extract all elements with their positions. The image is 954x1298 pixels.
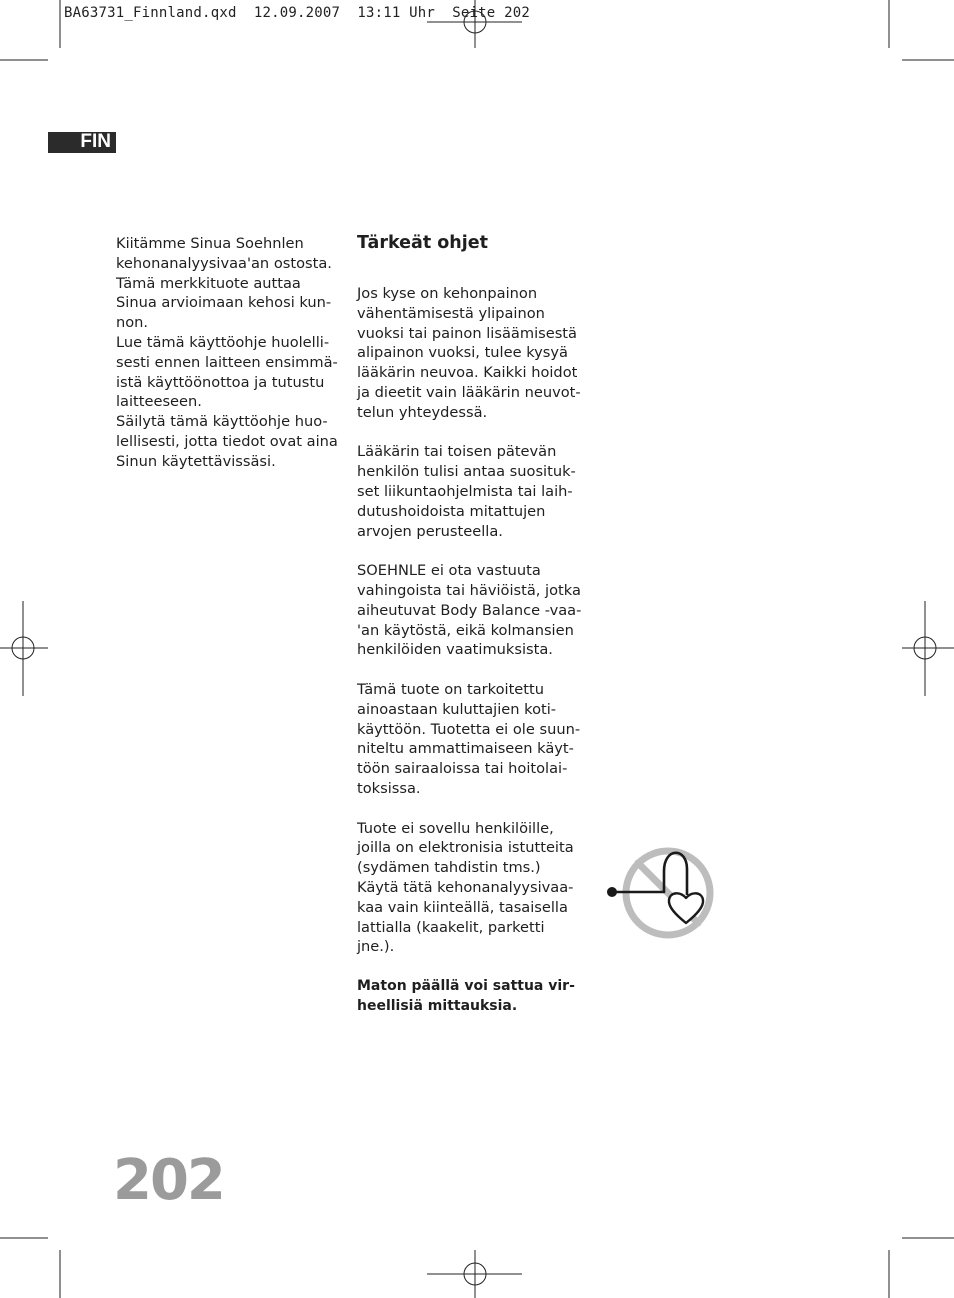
- section-heading: Tärkeät ohjet: [357, 233, 488, 253]
- language-badge: [48, 132, 116, 153]
- paragraph-line: Lääkärin tai toisen pätevän: [357, 443, 557, 461]
- paragraph-line: alipainon vuoksi, tulee kysyä: [357, 344, 568, 362]
- important-notes-column: [357, 232, 587, 1016]
- intro-line: kehonanalyysivaa'an ostosta.: [116, 254, 332, 272]
- notes-paragraph-medical: [357, 284, 587, 423]
- paragraph-line: lääkärin neuvoa. Kaikki hoidot: [357, 364, 578, 382]
- language-badge-label: FIN: [80, 131, 111, 152]
- paragraph-line: käyttöön. Tuotetta ei ole suun-: [357, 720, 581, 738]
- intro-column: [116, 234, 342, 472]
- page-number: 202: [113, 1148, 224, 1213]
- intro-line: Kiitämme Sinua Soehnlen: [116, 235, 304, 252]
- intro-line: istä käyttöönottoa ja tutustu: [116, 373, 325, 391]
- paragraph-line: vahingoista tai häviöistä, jotka: [357, 581, 581, 599]
- paragraph-line: ainoastaan kuluttajien koti-: [357, 700, 557, 718]
- paragraph-line: aiheutuvat Body Balance -vaa-: [357, 601, 582, 619]
- paragraph-line: set liikuntaohjelmista tai laih-: [357, 482, 573, 500]
- paragraph-line: (sydämen tahdistin tms.): [357, 859, 541, 877]
- intro-line: Sinua arvioimaan kehosi kun-: [116, 294, 332, 312]
- paragraph-line: arvojen perusteella.: [357, 522, 503, 540]
- paragraph-line: joilla on elektronisia istutteita: [357, 839, 574, 857]
- no-pacemaker-icon: [600, 843, 720, 943]
- paragraph-line: SOEHNLE ei ota vastuuta: [357, 562, 541, 580]
- paragraph-line: Tuote ei sovellu henkilöille,: [357, 819, 554, 837]
- intro-line: lellisesti, jotta tiedot ovat aina: [116, 432, 338, 450]
- intro-line: Säilytä tämä käyttöohje huo-: [116, 413, 328, 431]
- warning-line: heellisiä mittauksia.: [357, 997, 518, 1014]
- paragraph-line: henkilön tulisi antaa suosituk-: [357, 463, 576, 481]
- paragraph-line: vähentämisestä ylipainon: [357, 304, 545, 322]
- intro-line: Sinun käytettävissäsi.: [116, 452, 276, 470]
- notes-paragraph-liability: [357, 561, 587, 660]
- print-slug-line: BA63731_Finnland.qxd 12.09.2007 13:11 Uhr Seite 202: [64, 5, 530, 21]
- paragraph-line: toksissa.: [357, 779, 421, 797]
- paragraph-line: henkilöiden vaatimuksista.: [357, 641, 553, 659]
- paragraph-line: Jos kyse on kehonpainon: [357, 285, 538, 302]
- paragraph-line: vuoksi tai painon lisäämisestä: [357, 324, 577, 342]
- notes-paragraph-recommendations: [357, 442, 587, 541]
- paragraph-line: 'an käytöstä, eikä kolmansien: [357, 621, 574, 639]
- notes-paragraph-implants: [357, 819, 587, 958]
- paragraph-line: ja dieetit vain lääkärin neuvot-: [357, 383, 581, 401]
- paragraph-line: jne.).: [357, 938, 395, 956]
- paragraph-line: niteltu ammattimaiseen käyt-: [357, 740, 574, 758]
- paragraph-line: kaa vain kiinteällä, tasaisella: [357, 898, 568, 916]
- paragraph-line: dutushoidoista mitattujen: [357, 502, 546, 520]
- intro-line: non.: [116, 314, 149, 332]
- intro-line: Tämä merkkituote auttaa: [116, 274, 301, 292]
- paragraph-line: lattialla (kaakelit, parketti: [357, 918, 545, 936]
- intro-line: laitteeseen.: [116, 393, 202, 411]
- notes-paragraph-home-use: [357, 680, 587, 799]
- intro-line: Lue tämä käyttöohje huolelli-: [116, 333, 330, 351]
- warning-line: Maton päällä voi sattua vir-: [357, 977, 575, 994]
- carpet-warning: [357, 977, 587, 1017]
- paragraph-line: töön sairaaloissa tai hoitolai-: [357, 760, 568, 778]
- paragraph-line: Käytä tätä kehonanalyysivaa-: [357, 878, 574, 896]
- paragraph-line: Tämä tuote on tarkoitettu: [357, 680, 544, 698]
- paragraph-line: telun yhteydessä.: [357, 403, 488, 421]
- intro-line: sesti ennen laitteen ensimmä-: [116, 353, 338, 371]
